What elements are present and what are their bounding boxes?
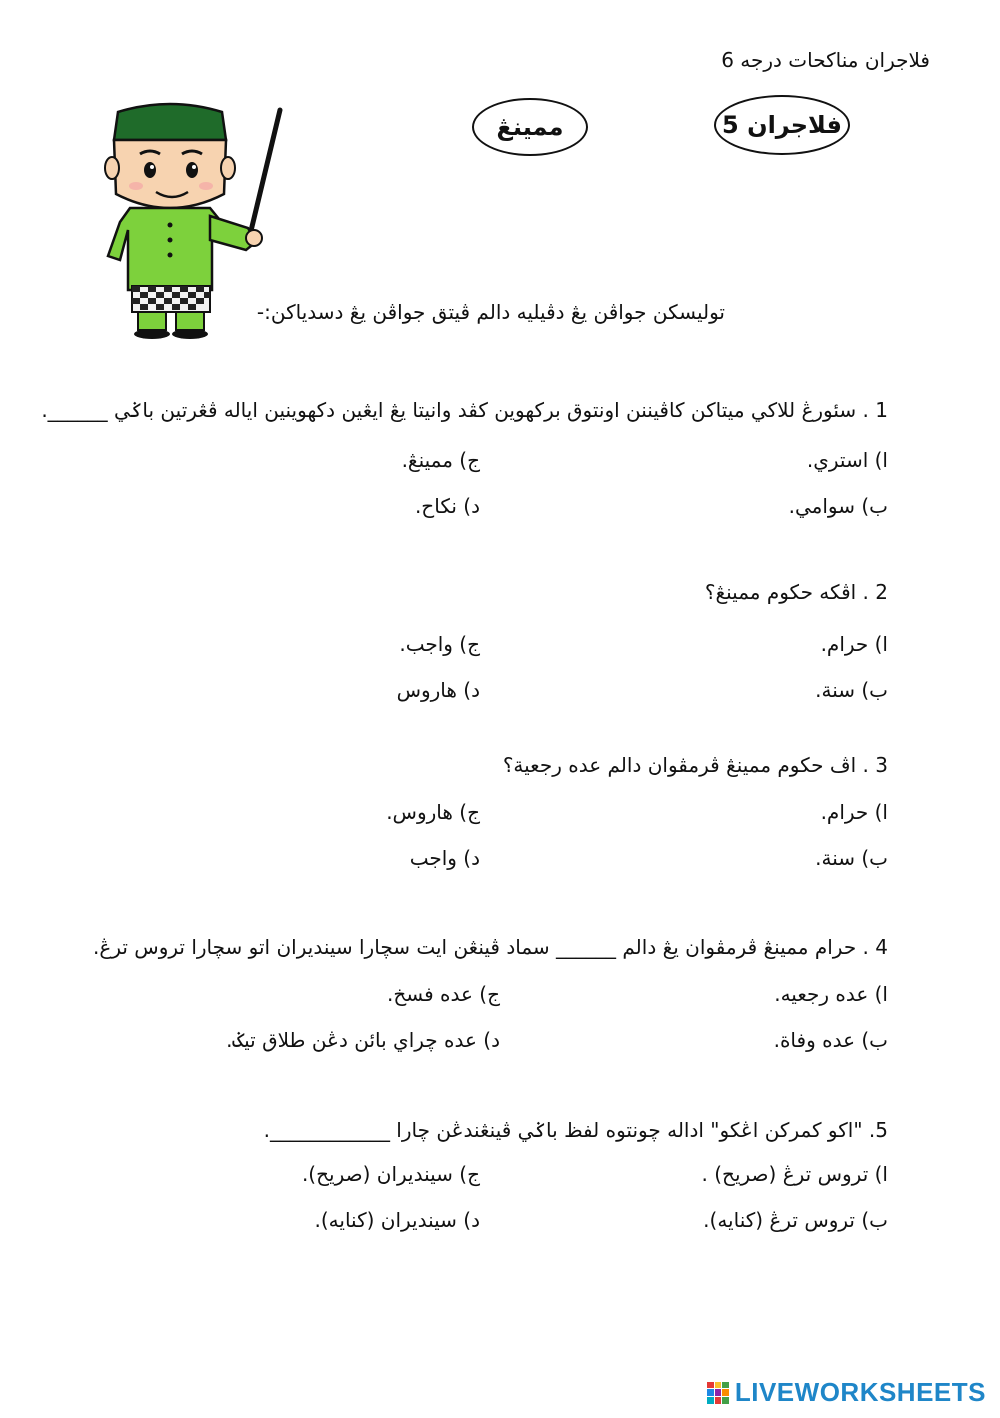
lesson-oval <box>714 95 850 155</box>
question-5-option-d[interactable]: د) سينديران (كنايه). <box>314 1208 480 1232</box>
question-5-option-b[interactable]: ب) تروس ترڠ (كنايه). <box>703 1208 888 1232</box>
question-4-option-a[interactable]: ا) عده رجعيه. <box>774 982 888 1006</box>
topic-oval <box>472 98 588 156</box>
question-3-text: 3 . اڤ حكوم ممينڠ ڤرمڤوان دالم عده رجعية؟ <box>502 753 888 777</box>
question-1-option-b[interactable]: ب) سوامي. <box>788 494 888 518</box>
question-3-option-c[interactable]: ج) هاروس. <box>386 800 480 824</box>
question-2-option-d[interactable]: د) هاروس <box>396 678 480 702</box>
question-5-option-c[interactable]: ج) سينديران (صريح). <box>301 1162 480 1186</box>
question-2-option-a[interactable]: ا) حرام. <box>820 632 888 656</box>
question-1-option-d[interactable]: د) نكاح. <box>414 494 480 518</box>
question-2-option-c[interactable]: ج) واجب. <box>399 632 480 656</box>
liveworksheets-brand[interactable] <box>707 1377 986 1408</box>
liveworksheets-wordmark: LIVEWORKSHEETS <box>734 1377 986 1407</box>
question-3-option-a[interactable]: ا) حرام. <box>820 800 888 824</box>
question-4-option-b[interactable]: ب) عده وفاة. <box>773 1028 888 1052</box>
question-4-text: 4 . حرام ممينڠ ڤرمڤوان يڠ دالم ______ سماد ڤينڠن ايت سچارا سينديران اتو سچارا تروس ترڠ. <box>93 935 888 959</box>
question-4-option-c[interactable]: ج) عده فسخ. <box>386 982 500 1006</box>
question-1-option-a[interactable]: ا) استري. <box>806 448 888 472</box>
topic-label: ممينڠ <box>496 113 564 141</box>
question-5-option-a[interactable]: ا) تروس ترڠ (صريح) . <box>701 1162 888 1186</box>
question-1-text: 1 . سئورڠ للاكي ميتاكن كاڤيننن اونتوق بركهوين كڤد وانيتا يڠ ايڠين دكهوينين اياله ڤڠرتين باݢي ______. <box>41 398 888 422</box>
instruction-text: توليسكن جواڤن يڠ دڤيليه دالم ڤيتق جواڤن يڠ دسدياكن:- <box>256 300 725 324</box>
liveworksheets-logo-icon <box>707 1382 729 1404</box>
question-2-option-b[interactable]: ب) سنة. <box>815 678 888 702</box>
worksheet-title: فلاجران مناكحات درجه 6 <box>721 48 930 72</box>
lesson-label: فلاجران 5 <box>722 111 842 139</box>
question-5-text: 5. "اكو كمركن اڠكو" اداله چونتوه لفظ باݢي ڤينڠندڠن چارا ____________. <box>263 1118 888 1142</box>
question-1-option-c[interactable]: ج) ممينڠ. <box>401 448 480 472</box>
question-3-option-b[interactable]: ب) سنة. <box>815 846 888 870</box>
question-3-option-d[interactable]: د) واجب <box>409 846 480 870</box>
question-2-text: 2 . اڤكه حكوم ممينڠ؟ <box>704 580 888 604</box>
question-4-option-d[interactable]: د) عده چراي بائن دڠن طلاق تيݢ. <box>226 1028 500 1052</box>
